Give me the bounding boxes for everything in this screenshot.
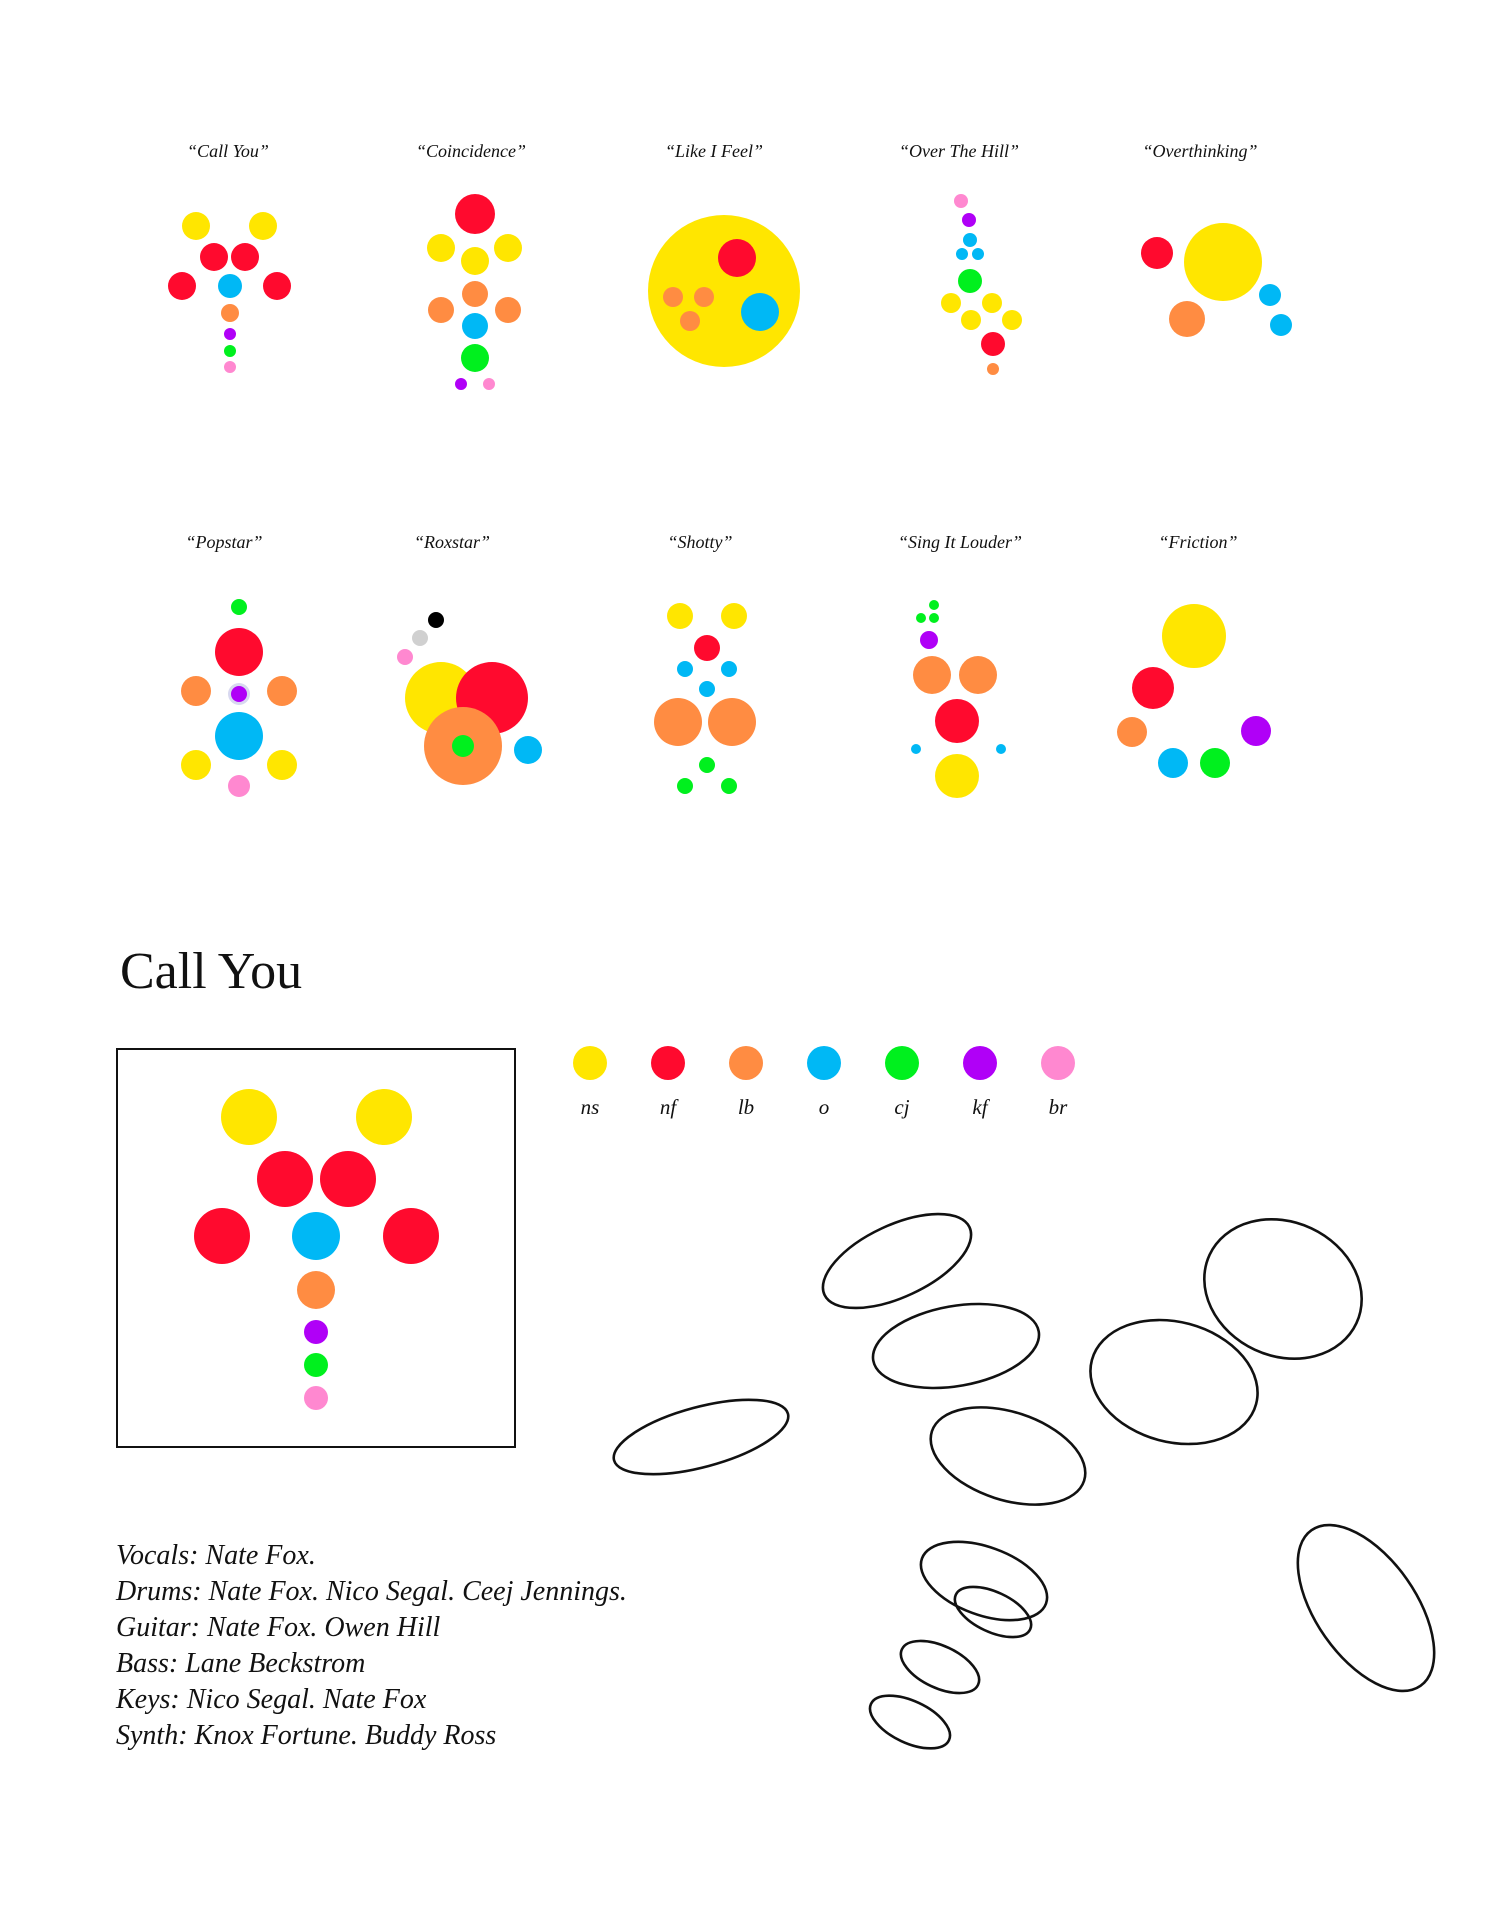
credit-bass: Bass: Lane Beckstrom (116, 1648, 366, 1679)
legend-label-br: br (1048, 1095, 1068, 1119)
song-title-coincidence: “Coincidence” (416, 141, 526, 161)
glyph-shotty (654, 603, 756, 794)
glyph-over-the-hill (941, 194, 1022, 375)
song-title-over-the-hill: “Over The Hill” (898, 141, 1019, 161)
legend-swatch-cj (872, 1045, 932, 1085)
legend-item-o (794, 1045, 854, 1119)
song-title-call-you: “Call You” (187, 141, 269, 161)
song-title-roxstar: “Roxstar” (413, 532, 491, 552)
legend-label-ns: ns (580, 1095, 600, 1119)
glyph-roxstar (397, 612, 542, 785)
song-title-shotty: “Shotty” (667, 532, 733, 552)
song-title-like-i-feel: “Like I Feel” (665, 141, 763, 161)
credits-list (116, 1538, 627, 1754)
credit-vocals: Vocals: Nate Fox. (116, 1540, 316, 1571)
legend-swatch-o (794, 1045, 854, 1085)
song-title-overthinking: “Overthinking” (1142, 141, 1258, 161)
legend-label-cj: cj (894, 1095, 910, 1119)
legend-item-ns (560, 1045, 620, 1119)
glyph-sing-it-louder (911, 600, 1006, 798)
glyph-overthinking (1141, 223, 1292, 337)
glyph-popstar (181, 599, 297, 797)
legend-swatch-ns (560, 1045, 620, 1085)
detail-glyph-frame (116, 1048, 516, 1448)
glyph-like-i-feel (648, 215, 800, 367)
legend-label-nf: nf (659, 1095, 677, 1119)
legend-item-br (1028, 1045, 1088, 1119)
legend-swatch-lb (716, 1045, 776, 1085)
glyph-call-you (168, 212, 291, 373)
outline-sketch (606, 1194, 1461, 1759)
song-title-sing-it-louder: “Sing It Louder” (897, 532, 1023, 552)
detail-heading: Call You (120, 943, 303, 1000)
legend-item-lb (716, 1045, 776, 1119)
legend-label-o: o (818, 1095, 830, 1119)
credit-guitar: Guitar: Nate Fox. Owen Hill (116, 1612, 441, 1643)
detail-glyph-call-you (118, 1050, 514, 1446)
glyph-coincidence (427, 194, 522, 390)
legend-item-kf (950, 1045, 1010, 1119)
legend-swatch-br (1028, 1045, 1088, 1085)
song-title-popstar: “Popstar” (185, 532, 263, 552)
credit-keys: Keys: Nico Segal. Nate Fox (116, 1684, 427, 1715)
legend-swatch-kf (950, 1045, 1010, 1085)
song-title-friction: “Friction” (1158, 532, 1238, 552)
legend-label-kf: kf (972, 1095, 988, 1119)
credit-drums: Drums: Nate Fox. Nico Segal. Ceej Jennings. (116, 1576, 627, 1607)
legend-item-cj (872, 1045, 932, 1119)
legend-label-lb: lb (737, 1095, 755, 1119)
legend-item-nf (638, 1045, 698, 1119)
credit-synth: Synth: Knox Fortune. Buddy Ross (116, 1720, 497, 1751)
glyph-friction (1117, 604, 1271, 778)
legend-swatch-nf (638, 1045, 698, 1085)
